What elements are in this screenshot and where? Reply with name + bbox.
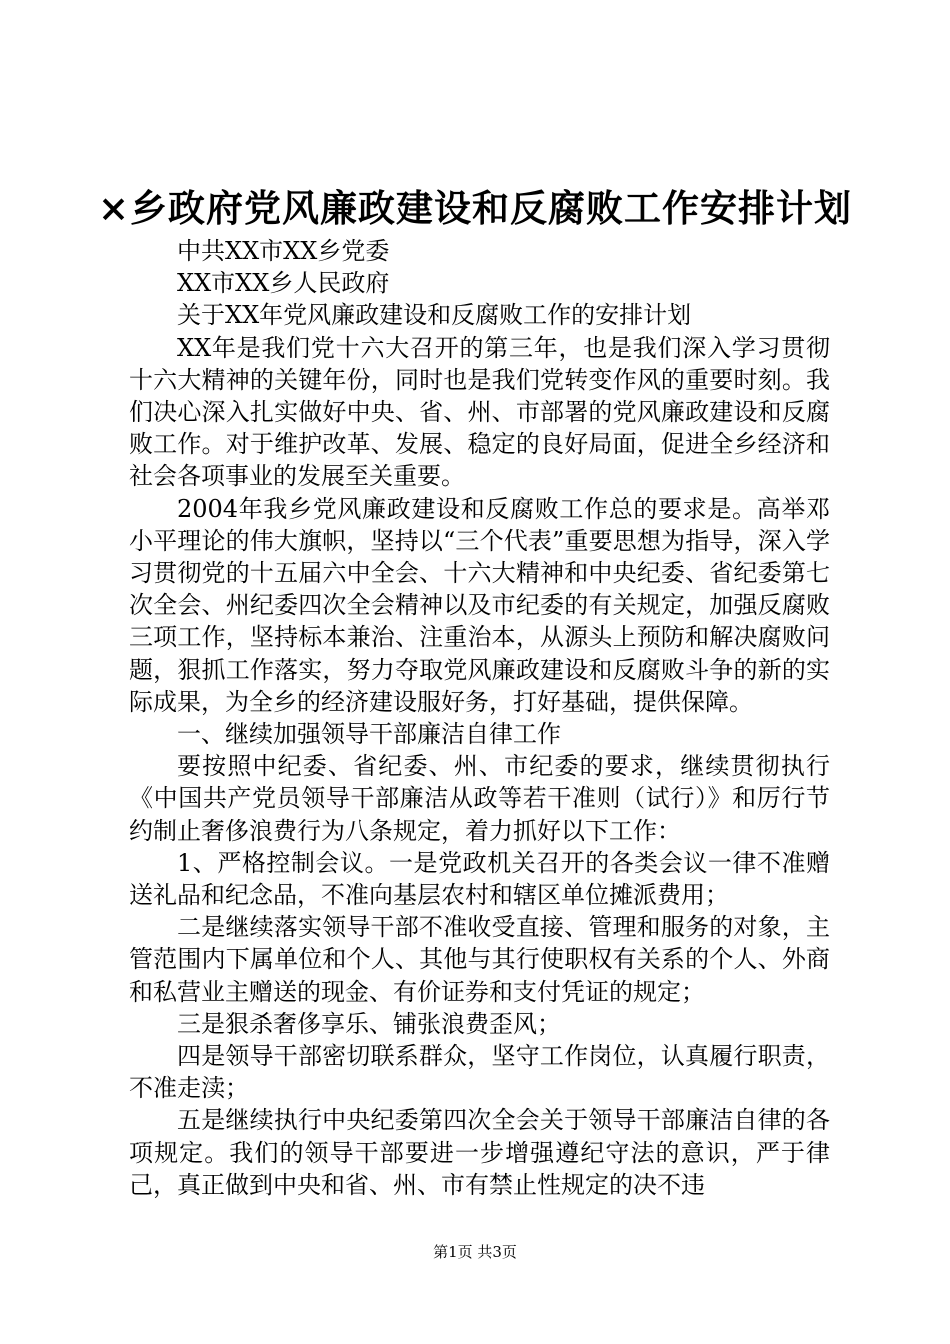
paragraph: 1、严格控制会议。一是党政机关召开的各类会议一律不准赠送礼品和纪念品，不准向基层农村和辖区单位摊派费用； [129, 848, 830, 910]
section-heading: 一、继续加强领导干部廉洁自律工作 [177, 720, 561, 749]
paragraph: 二是继续落实领导干部不准收受直接、管理和服务的对象，主管范围内下属单位和个人、其他与其行使职权有关系的个人、外商和私营业主赠送的现金、有价证券和支付凭证的规定； [129, 913, 830, 1006]
document-body [129, 235, 830, 1201]
paragraph-government: XX市XX乡人民政府 [177, 269, 390, 298]
paragraph: 要按照中纪委、省纪委、州、市纪委的要求，继续贯彻执行《中国共产党员领导干部廉洁从政等若干准则（试行）》和厉行节约制止奢侈浪费行为八条规定，着力抓好以下工作： [129, 752, 830, 845]
paragraph-party-committee: 中共XX市XX乡党委 [177, 237, 390, 265]
paragraph-subject: 关于XX年党风廉政建设和反腐败工作的安排计划 [177, 301, 692, 330]
paragraph: XX年是我们党十六大召开的第三年，也是我们深入学习贯彻十六大精神的关键年份，同时也是我们党转变作风的重要时刻。我们决心深入扎实做好中央、省、州、市部署的党风廉政建设和反腐败工作。对于维护改革、发展、稳定的良好局面，促进全乡经济和社会各项事业的发展至关重要。 [129, 333, 830, 491]
paragraph: 三是狠杀奢侈享乐、铺张浪费歪风； [177, 1009, 561, 1038]
paragraph: 四是领导干部密切联系群众，坚守工作岗位，认真履行职责，不准走渎； [129, 1042, 830, 1103]
document-title: ×乡政府党风廉政建设和反腐败工作安排计划 [97, 186, 852, 230]
page-footer: 第1页 共3页 [433, 1243, 517, 1261]
paragraph: 2004年我乡党风廉政建设和反腐败工作总的要求是。高举邓小平理论的伟大旗帜，坚持以“三个代表”重要思想为指导，深入学习贯彻党的十五届六中全会、十六大精神和中央纪委、省纪委第七次全会、州纪委四次全会精神以及市纪委的有关规定，加强反腐败三项工作，坚持标本兼治、注重治本，从源头上预防和解决腐败问题，狠抓工作落实，努力夺取党风廉政建设和反腐败斗争的新的实际成果，为全乡的经济建设服好务，打好基础，提供保障。 [129, 494, 830, 716]
paragraph: 五是继续执行中央纪委第四次全会关于领导干部廉洁自律的各项规定。我们的领导干部要进一步增强遵纪守法的意识，严于律己，真正做到中央和省、州、市有禁止性规定的决不违 [129, 1106, 830, 1199]
